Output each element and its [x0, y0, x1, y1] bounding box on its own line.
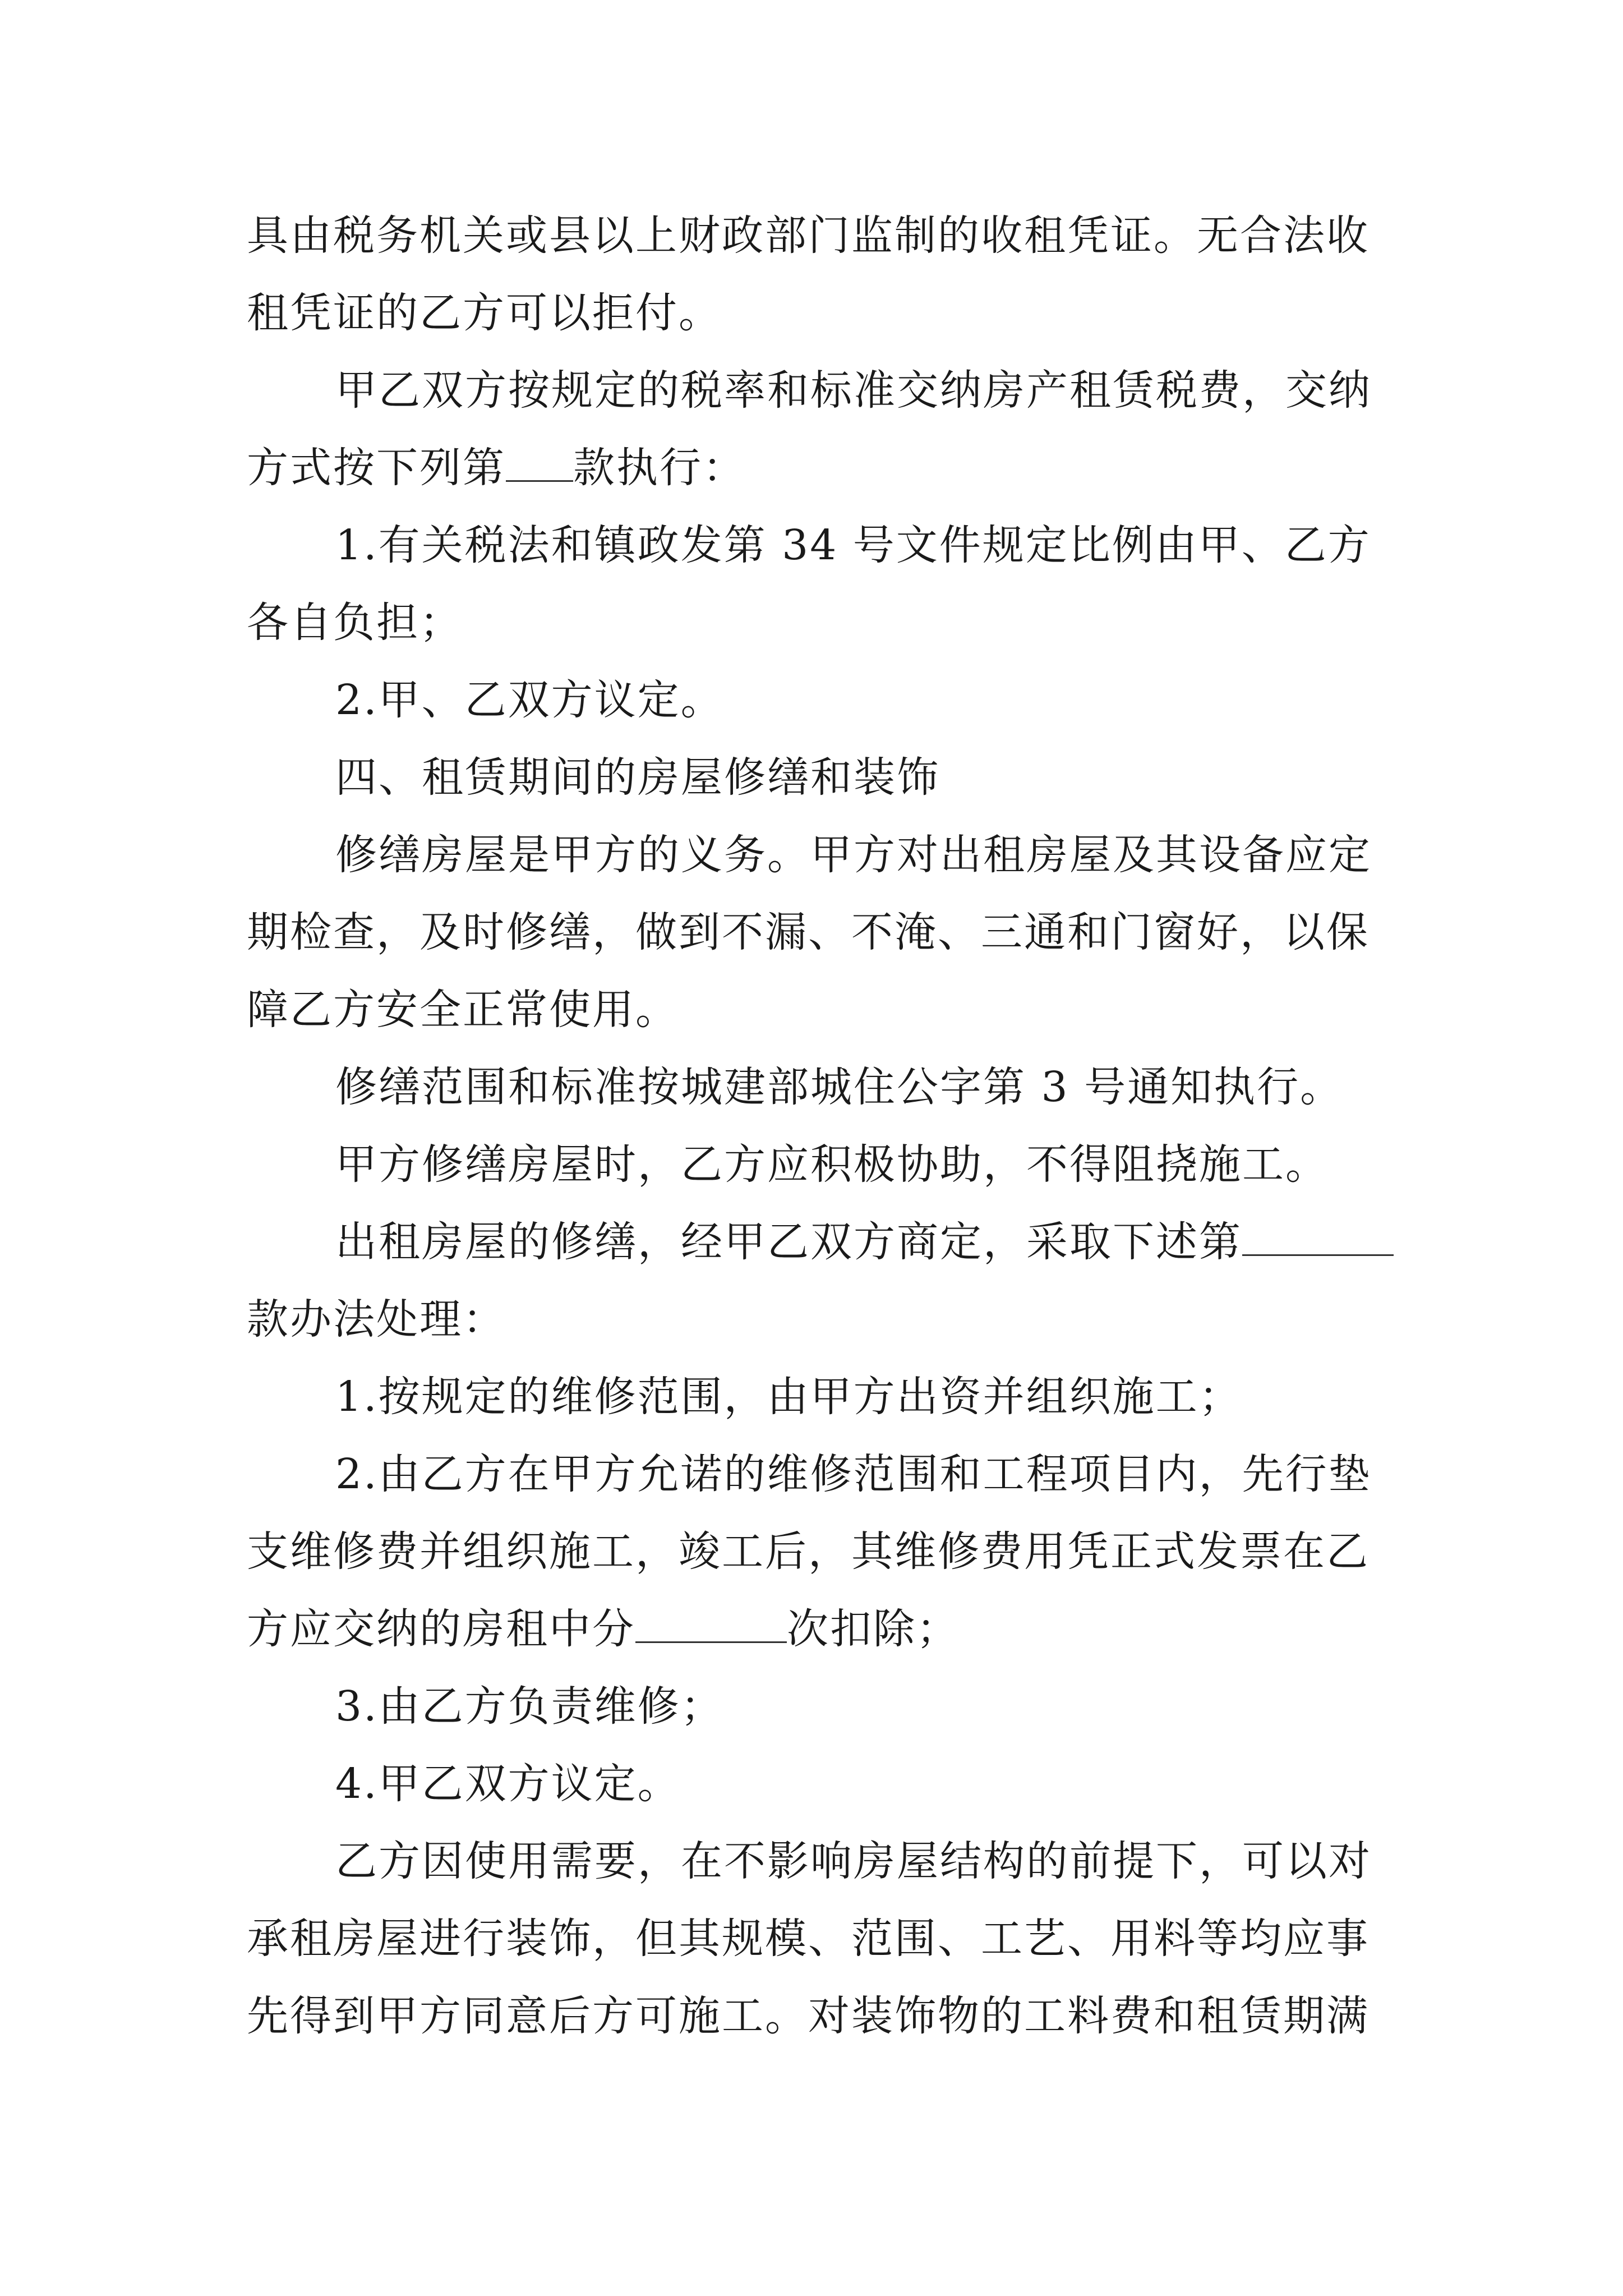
paragraph-line: 支维修费并组织施工，竣工后，其维修费用凭正式发票在乙 — [247, 1527, 1370, 1576]
paragraph-line: 障乙方安全正常使用。 — [247, 986, 679, 1034]
line-text: 款执行： — [573, 444, 746, 492]
paragraph-line: 承租房屋进行装饰，但其规模、范围、工艺、用料等均应事 — [247, 1915, 1370, 1963]
paragraph-line: 甲方修缮房屋时，乙方应积极协助，不得阻挠施工。 — [335, 1140, 1329, 1189]
fill-in-blank — [506, 441, 573, 482]
paragraph-line: 2.甲、乙双方议定。 — [335, 676, 724, 724]
paragraph-line: 1.有关税法和镇政发第 34 号文件规定比例由甲、乙方 — [335, 521, 1371, 569]
paragraph-line — [247, 1601, 960, 1657]
paragraph-line: 3.由乙方负责维修； — [335, 1682, 724, 1731]
paragraph-line: 各自负担； — [247, 599, 463, 647]
paragraph-line: 修缮范围和标准按城建部城住公字第 3 号通知执行。 — [335, 1063, 1344, 1111]
paragraph-line: 甲乙双方按规定的税率和标准交纳房产租赁税费，交纳 — [335, 366, 1372, 415]
line-text: 出租房屋的修缮，经甲乙双方商定，采取下述第 — [335, 1218, 1242, 1266]
paragraph-line — [335, 1214, 1394, 1270]
paragraph-line: 1.按规定的维修范围，由甲方出资并组织施工； — [335, 1373, 1242, 1421]
paragraph-line: 先得到甲方同意后方可施工。对装饰物的工料费和租赁期满 — [247, 1992, 1370, 2040]
line-text: 次扣除； — [787, 1605, 960, 1653]
paragraph-line: 4.甲乙双方议定。 — [335, 1760, 681, 1808]
paragraph-line: 乙方因使用需要，在不影响房屋结构的前提下，可以对 — [335, 1837, 1372, 1885]
fill-in-blank — [1242, 1215, 1394, 1256]
line-text: 方式按下列第 — [247, 444, 506, 492]
section-heading: 四、租赁期间的房屋修缮和装饰 — [335, 753, 940, 802]
paragraph-line: 修缮房屋是甲方的义务。甲方对出租房屋及其设备应定 — [335, 831, 1372, 879]
paragraph-line: 租凭证的乙方可以拒付。 — [247, 289, 722, 337]
paragraph-line: 具由税务机关或县以上财政部门监制的收租凭证。无合法收 — [247, 211, 1370, 260]
paragraph-line: 款办法处理： — [247, 1295, 506, 1343]
line-text: 方应交纳的房租中分 — [247, 1605, 635, 1653]
paragraph-line: 2.由乙方在甲方允诺的维修范围和工程项目内，先行垫 — [335, 1450, 1372, 1498]
paragraph-line: 期检查，及时修缮，做到不漏、不淹、三通和门窗好，以保 — [247, 908, 1370, 956]
paragraph-line — [247, 440, 746, 496]
fill-in-blank — [635, 1602, 787, 1643]
